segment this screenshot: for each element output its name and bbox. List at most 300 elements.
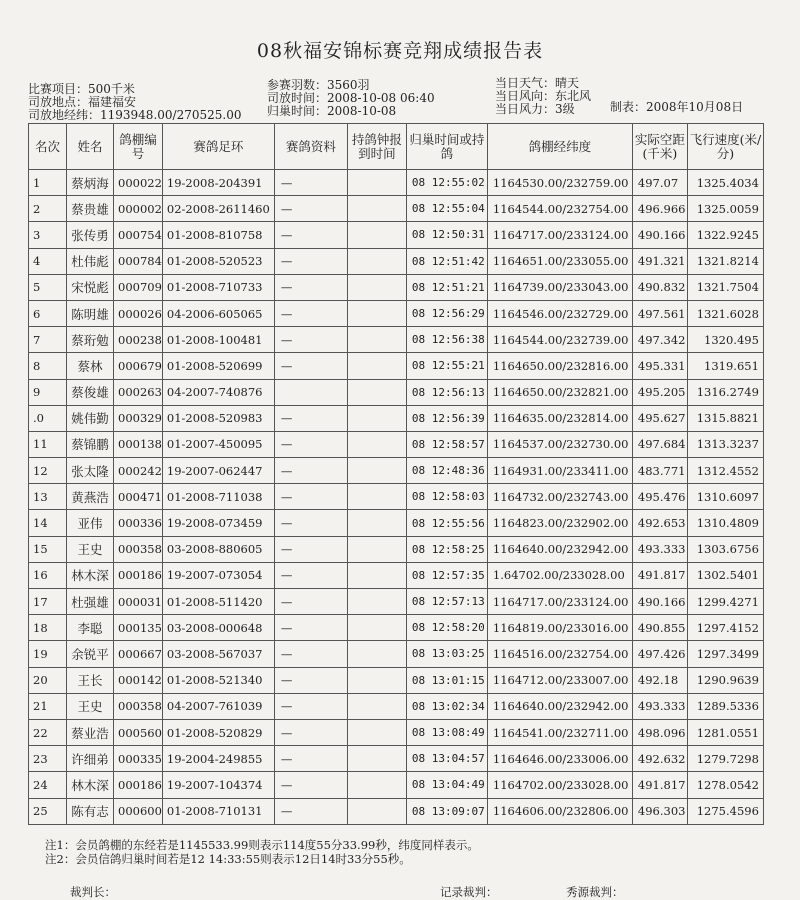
note-1: 注1：会员鸽棚的东经若是1145533.99则表示114度55分33.99秒，纬度同样表示。	[45, 838, 479, 852]
cell-rank: 15	[29, 536, 67, 562]
cell-loft: 000560	[114, 719, 163, 745]
cell-loft: 000135	[114, 615, 163, 641]
cell-rank: 11	[29, 431, 67, 457]
cell-dist: 492.18	[632, 667, 687, 693]
col-speed: 飞行速度(米/分)	[687, 124, 763, 170]
cell-coord: 1164635.00/232814.00	[487, 405, 632, 431]
cell-name: 余锐平	[67, 641, 114, 667]
cell-loft: 000358	[114, 536, 163, 562]
cell-time: 08 12:56:29	[406, 300, 487, 326]
cell-loft: 000709	[114, 274, 163, 300]
cell-dist: 493.333	[632, 536, 687, 562]
cell-ring: 01-2008-521340	[162, 667, 274, 693]
col-loft: 鸽棚编号	[114, 124, 163, 170]
cell-clock	[347, 222, 406, 248]
table-row	[29, 248, 764, 274]
cell-name: 王长	[67, 667, 114, 693]
cell-loft: 000471	[114, 484, 163, 510]
cell-coord: 1164650.00/232816.00	[487, 353, 632, 379]
release-time: 司放时间：2008-10-08 06:40	[267, 91, 435, 105]
table-row	[29, 327, 764, 353]
cell-data: —	[274, 746, 347, 772]
cell-ring: 01-2008-810758	[162, 222, 274, 248]
cell-loft: 000026	[114, 300, 163, 326]
cell-clock	[347, 719, 406, 745]
cell-speed: 1310.6097	[687, 484, 763, 510]
cell-clock	[347, 772, 406, 798]
cell-name: 蔡贵雄	[67, 196, 114, 222]
cell-coord: 1164651.00/233055.00	[487, 248, 632, 274]
cell-loft: 000186	[114, 562, 163, 588]
cell-clock	[347, 300, 406, 326]
table-row	[29, 641, 764, 667]
cell-clock	[347, 170, 406, 196]
cell-coord: 1164819.00/233016.00	[487, 615, 632, 641]
cell-clock	[347, 615, 406, 641]
cell-rank: 2	[29, 196, 67, 222]
cell-ring: 04-2007-761039	[162, 693, 274, 719]
cell-speed: 1279.7298	[687, 746, 763, 772]
cell-data: —	[274, 589, 347, 615]
cell-dist: 498.096	[632, 719, 687, 745]
cell-clock	[347, 562, 406, 588]
cell-ring: 01-2008-711038	[162, 484, 274, 510]
cell-speed: 1312.4552	[687, 458, 763, 484]
cell-speed: 1290.9639	[687, 667, 763, 693]
cell-clock	[347, 589, 406, 615]
cell-ring: 01-2008-520523	[162, 248, 274, 274]
cell-name: 王史	[67, 693, 114, 719]
cell-ring: 02-2008-2611460	[162, 196, 274, 222]
cell-speed: 1321.8214	[687, 248, 763, 274]
cell-data: —	[274, 562, 347, 588]
cell-time: 08 12:55:21	[406, 353, 487, 379]
cell-rank: 7	[29, 327, 67, 353]
cell-dist: 490.166	[632, 222, 687, 248]
table-row	[29, 772, 764, 798]
cell-time: 08 13:04:49	[406, 772, 487, 798]
cell-time: 08 12:51:21	[406, 274, 487, 300]
cell-rank: 12	[29, 458, 67, 484]
cell-coord: 1164530.00/232759.00	[487, 170, 632, 196]
cell-data: —	[274, 431, 347, 457]
cell-ring: 19-2004-249855	[162, 746, 274, 772]
cell-time: 08 12:57:13	[406, 589, 487, 615]
cell-rank: 20	[29, 667, 67, 693]
cell-coord: 1164544.00/232739.00	[487, 327, 632, 353]
cell-time: 08 12:55:56	[406, 510, 487, 536]
cell-dist: 493.333	[632, 693, 687, 719]
cell-ring: 01-2008-520983	[162, 405, 274, 431]
meta-right	[495, 77, 591, 116]
cell-time: 08 12:58:03	[406, 484, 487, 510]
cell-rank: 17	[29, 589, 67, 615]
cell-loft: 000784	[114, 248, 163, 274]
cell-dist: 490.832	[632, 274, 687, 300]
cell-name: 王史	[67, 536, 114, 562]
cell-clock	[347, 641, 406, 667]
cell-clock	[347, 353, 406, 379]
table-row	[29, 798, 764, 824]
cell-loft: 000022	[114, 170, 163, 196]
cell-name: 陈明雄	[67, 300, 114, 326]
weather: 当日天气：晴天	[495, 76, 580, 90]
cell-rank: 9	[29, 379, 67, 405]
cell-data: —	[274, 458, 347, 484]
cell-name: 蔡林	[67, 353, 114, 379]
cell-rank: 19	[29, 641, 67, 667]
cell-time: 08 12:58:57	[406, 431, 487, 457]
cell-ring: 03-2008-000648	[162, 615, 274, 641]
cell-coord: 1164702.00/233028.00	[487, 772, 632, 798]
cell-ring: 19-2007-104374	[162, 772, 274, 798]
cell-dist: 496.303	[632, 798, 687, 824]
cell-clock	[347, 458, 406, 484]
prepared-date: 制表：2008年10月08日	[610, 100, 744, 114]
cell-speed: 1325.4034	[687, 170, 763, 196]
cell-ring: 19-2008-073459	[162, 510, 274, 536]
cell-time: 08 12:50:31	[406, 222, 487, 248]
cell-loft: 000138	[114, 431, 163, 457]
cell-data: —	[274, 536, 347, 562]
cell-speed: 1320.495	[687, 327, 763, 353]
cell-dist: 497.426	[632, 641, 687, 667]
table-row	[29, 222, 764, 248]
cell-data: —	[274, 510, 347, 536]
cell-time: 08 12:55:02	[406, 170, 487, 196]
cell-coord: 1164516.00/232754.00	[487, 641, 632, 667]
cell-dist: 495.205	[632, 379, 687, 405]
cell-loft: 000186	[114, 772, 163, 798]
cell-name: 陈有志	[67, 798, 114, 824]
table-row	[29, 405, 764, 431]
cell-clock	[347, 379, 406, 405]
cell-dist: 497.561	[632, 300, 687, 326]
cell-name: 林木深	[67, 772, 114, 798]
table-row	[29, 274, 764, 300]
cell-dist: 495.331	[632, 353, 687, 379]
cell-data	[274, 379, 347, 405]
cell-speed: 1325.0059	[687, 196, 763, 222]
cell-name: 杜强雄	[67, 589, 114, 615]
col-ring: 赛鸽足环	[162, 124, 274, 170]
cell-loft: 000667	[114, 641, 163, 667]
cell-rank: 13	[29, 484, 67, 510]
cell-time: 08 13:03:25	[406, 641, 487, 667]
cell-rank: 1	[29, 170, 67, 196]
cell-dist: 490.166	[632, 589, 687, 615]
release-coords: 司放地经纬：1193948.00/270525.00	[28, 108, 242, 122]
participants: 参赛羽数：3560羽	[267, 78, 370, 92]
cell-name: 亚伟	[67, 510, 114, 536]
cell-loft: 000263	[114, 379, 163, 405]
cell-time: 08 12:57:35	[406, 562, 487, 588]
cell-loft: 000329	[114, 405, 163, 431]
cell-rank: 14	[29, 510, 67, 536]
cell-ring: 01-2008-520829	[162, 719, 274, 745]
cell-name: 蔡锦鹏	[67, 431, 114, 457]
cell-data: —	[274, 719, 347, 745]
cell-rank: 6	[29, 300, 67, 326]
cell-time: 08 12:48:36	[406, 458, 487, 484]
col-name: 姓名	[67, 124, 114, 170]
report-title: 08秋福安锦标赛竞翔成绩报告表	[256, 40, 544, 62]
cell-data: —	[274, 693, 347, 719]
cell-clock	[347, 484, 406, 510]
col-rank: 名次	[29, 124, 67, 170]
cell-speed: 1322.9245	[687, 222, 763, 248]
cell-clock	[347, 510, 406, 536]
cell-ring: 03-2008-880605	[162, 536, 274, 562]
cell-data: —	[274, 170, 347, 196]
cell-dist: 495.627	[632, 405, 687, 431]
cell-data: —	[274, 484, 347, 510]
cell-ring: 01-2008-100481	[162, 327, 274, 353]
cell-speed: 1310.4809	[687, 510, 763, 536]
cell-data: —	[274, 353, 347, 379]
cell-loft: 000238	[114, 327, 163, 353]
cell-ring: 04-2007-740876	[162, 379, 274, 405]
cell-loft: 000335	[114, 746, 163, 772]
cell-coord: 1164717.00/233124.00	[487, 222, 632, 248]
cell-name: 张太隆	[67, 458, 114, 484]
cell-time: 08 12:56:39	[406, 405, 487, 431]
cell-loft: 000002	[114, 196, 163, 222]
cell-name: 蔡珩勉	[67, 327, 114, 353]
note-2: 注2：会员信鸽归巢时间若是12 14:33:55则表示12日14时33分55秒。	[45, 852, 411, 866]
chief-judge-label: 裁判长：	[70, 885, 116, 899]
cell-coord: 1164931.00/233411.00	[487, 458, 632, 484]
cell-speed: 1289.5336	[687, 693, 763, 719]
cell-dist: 495.476	[632, 484, 687, 510]
cell-time: 08 12:56:38	[406, 327, 487, 353]
cell-loft: 000242	[114, 458, 163, 484]
cell-data: —	[274, 615, 347, 641]
cell-ring: 04-2006-605065	[162, 300, 274, 326]
results-table	[28, 123, 764, 825]
cell-data: —	[274, 196, 347, 222]
cell-clock	[347, 536, 406, 562]
cell-clock	[347, 196, 406, 222]
wind-direction: 当日风向：东北风	[495, 89, 592, 103]
cell-ring: 19-2008-204391	[162, 170, 274, 196]
cell-coord: 1164650.00/232821.00	[487, 379, 632, 405]
cell-name: 蔡俊雄	[67, 379, 114, 405]
cell-time: 08 13:04:57	[406, 746, 487, 772]
col-clock: 持鸽钟报到时间	[347, 124, 406, 170]
cell-time: 08 13:09:07	[406, 798, 487, 824]
return-time: 归巢时间：2008-10-08	[267, 104, 397, 118]
cell-speed: 1281.0551	[687, 719, 763, 745]
cell-dist: 497.07	[632, 170, 687, 196]
event-label: 比赛项目：500千米	[28, 82, 135, 96]
meta-middle	[267, 79, 435, 118]
cell-dist: 497.342	[632, 327, 687, 353]
col-dist: 实际空距(千米)	[632, 124, 687, 170]
table-row	[29, 458, 764, 484]
cell-data: —	[274, 667, 347, 693]
cell-time: 08 12:56:13	[406, 379, 487, 405]
cell-coord: 1164712.00/233007.00	[487, 667, 632, 693]
cell-clock	[347, 431, 406, 457]
cell-clock	[347, 798, 406, 824]
cell-rank: 23	[29, 746, 67, 772]
cell-ring: 01-2007-450095	[162, 431, 274, 457]
cell-coord: 1164732.00/232743.00	[487, 484, 632, 510]
cell-ring: 01-2008-520699	[162, 353, 274, 379]
cell-time: 08 12:51:42	[406, 248, 487, 274]
cell-loft: 000358	[114, 693, 163, 719]
table-row	[29, 379, 764, 405]
cell-time: 08 13:08:49	[406, 719, 487, 745]
cell-ring: 19-2007-073054	[162, 562, 274, 588]
cell-coord: 1164739.00/233043.00	[487, 274, 632, 300]
cell-dist: 492.653	[632, 510, 687, 536]
release-place: 司放地点：福建福安	[28, 95, 137, 109]
cell-time: 08 12:58:25	[406, 536, 487, 562]
cell-clock	[347, 667, 406, 693]
cell-loft: 000679	[114, 353, 163, 379]
cell-speed: 1302.5401	[687, 562, 763, 588]
cell-data: —	[274, 798, 347, 824]
cell-rank: 4	[29, 248, 67, 274]
cell-rank: 18	[29, 615, 67, 641]
table-row	[29, 562, 764, 588]
cell-name: 杜伟彪	[67, 248, 114, 274]
table-row	[29, 589, 764, 615]
cell-dist: 491.817	[632, 772, 687, 798]
cell-coord: 1164717.00/233124.00	[487, 589, 632, 615]
cell-name: 张传勇	[67, 222, 114, 248]
review-judge-label: 秀源裁判：	[566, 885, 624, 899]
cell-name: 宋悦彪	[67, 274, 114, 300]
col-data: 赛鸽资料	[274, 124, 347, 170]
meta-left	[28, 83, 241, 122]
cell-data: —	[274, 222, 347, 248]
cell-rank: 3	[29, 222, 67, 248]
cell-data: —	[274, 274, 347, 300]
cell-dist: 496.966	[632, 196, 687, 222]
table-row	[29, 510, 764, 536]
cell-speed: 1319.651	[687, 353, 763, 379]
table-row	[29, 536, 764, 562]
cell-speed: 1313.3237	[687, 431, 763, 457]
cell-dist: 483.771	[632, 458, 687, 484]
cell-rank: 16	[29, 562, 67, 588]
cell-dist: 491.321	[632, 248, 687, 274]
cell-speed: 1321.6028	[687, 300, 763, 326]
table-row	[29, 719, 764, 745]
cell-coord: 1164537.00/232730.00	[487, 431, 632, 457]
cell-time: 08 12:58:20	[406, 615, 487, 641]
cell-rank: 25	[29, 798, 67, 824]
cell-dist: 490.855	[632, 615, 687, 641]
cell-name: 林木深	[67, 562, 114, 588]
cell-speed: 1303.6756	[687, 536, 763, 562]
cell-speed: 1316.2749	[687, 379, 763, 405]
cell-speed: 1321.7504	[687, 274, 763, 300]
table-row	[29, 615, 764, 641]
col-time: 归巢时间或持鸽	[406, 124, 487, 170]
cell-data: —	[274, 248, 347, 274]
cell-name: 李聪	[67, 615, 114, 641]
cell-coord: 1164544.00/232754.00	[487, 196, 632, 222]
cell-time: 08 12:55:04	[406, 196, 487, 222]
cell-ring: 19-2007-062447	[162, 458, 274, 484]
cell-loft: 000754	[114, 222, 163, 248]
cell-name: 许细弟	[67, 746, 114, 772]
cell-ring: 03-2008-567037	[162, 641, 274, 667]
cell-rank: 24	[29, 772, 67, 798]
cell-coord: 1164606.00/232806.00	[487, 798, 632, 824]
cell-coord: 1164646.00/233006.00	[487, 746, 632, 772]
cell-data: —	[274, 327, 347, 353]
cell-clock	[347, 327, 406, 353]
cell-data: —	[274, 641, 347, 667]
cell-dist: 492.632	[632, 746, 687, 772]
cell-name: 蔡炳海	[67, 170, 114, 196]
cell-ring: 01-2008-710131	[162, 798, 274, 824]
cell-ring: 01-2008-710733	[162, 274, 274, 300]
cell-loft: 000031	[114, 589, 163, 615]
cell-rank: 21	[29, 693, 67, 719]
cell-time: 08 13:02:34	[406, 693, 487, 719]
cell-name: 蔡业浩	[67, 719, 114, 745]
cell-coord: 1164640.00/232942.00	[487, 693, 632, 719]
table-row	[29, 170, 764, 196]
cell-data: —	[274, 300, 347, 326]
cell-clock	[347, 746, 406, 772]
table-row	[29, 196, 764, 222]
cell-speed: 1275.4596	[687, 798, 763, 824]
cell-clock	[347, 405, 406, 431]
cell-coord: 1164546.00/232729.00	[487, 300, 632, 326]
cell-clock	[347, 274, 406, 300]
cell-name: 姚伟勤	[67, 405, 114, 431]
cell-clock	[347, 693, 406, 719]
cell-time: 08 13:01:15	[406, 667, 487, 693]
cell-coord: 1164640.00/232942.00	[487, 536, 632, 562]
table-row	[29, 300, 764, 326]
cell-coord: 1164541.00/232711.00	[487, 719, 632, 745]
cell-data: —	[274, 405, 347, 431]
table-header-row	[29, 124, 764, 170]
cell-rank: 8	[29, 353, 67, 379]
cell-rank: 22	[29, 719, 67, 745]
cell-loft: 000600	[114, 798, 163, 824]
table-row	[29, 484, 764, 510]
cell-coord: 1.64702.00/233028.00	[487, 562, 632, 588]
col-coord: 鸽棚经纬度	[487, 124, 632, 170]
cell-speed: 1315.8821	[687, 405, 763, 431]
cell-loft: 000142	[114, 667, 163, 693]
cell-speed: 1299.4271	[687, 589, 763, 615]
table-row	[29, 431, 764, 457]
cell-speed: 1297.3499	[687, 641, 763, 667]
cell-dist: 497.684	[632, 431, 687, 457]
cell-speed: 1278.0542	[687, 772, 763, 798]
cell-speed: 1297.4152	[687, 615, 763, 641]
wind-force: 当日风力：3级	[495, 102, 575, 116]
cell-ring: 01-2008-511420	[162, 589, 274, 615]
cell-loft: 000336	[114, 510, 163, 536]
table-row	[29, 746, 764, 772]
cell-coord: 1164823.00/232902.00	[487, 510, 632, 536]
cell-rank: .0	[29, 405, 67, 431]
table-row	[29, 693, 764, 719]
cell-clock	[347, 248, 406, 274]
table-row	[29, 353, 764, 379]
